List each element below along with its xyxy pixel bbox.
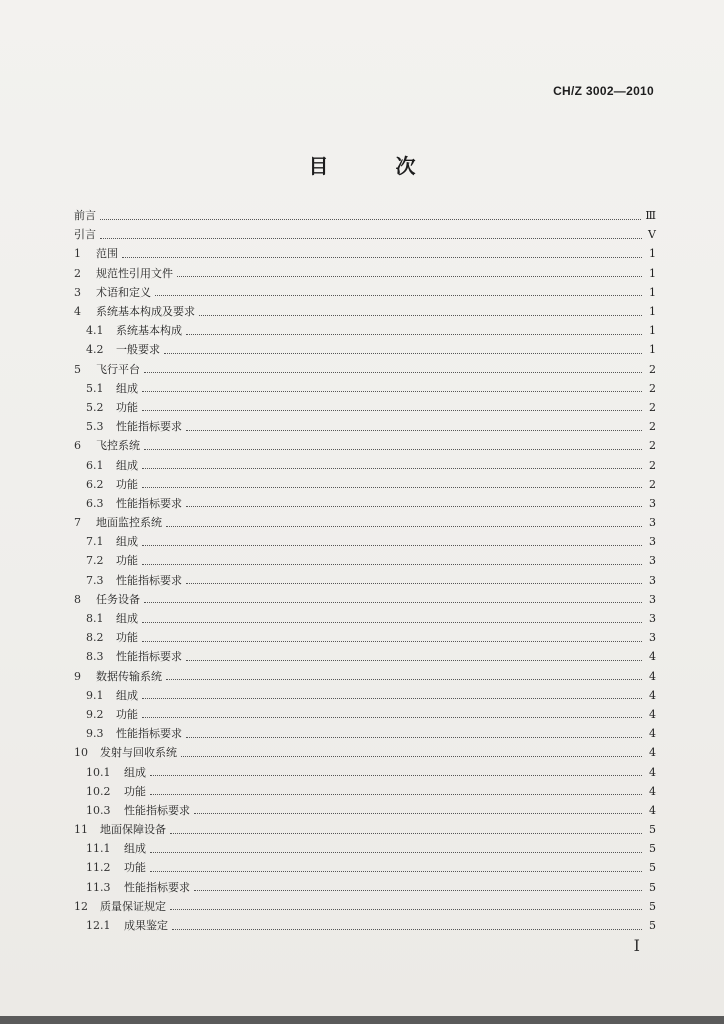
toc-entry-number: 8.2 [86, 631, 104, 645]
dot-leader [100, 218, 641, 220]
toc-entry-page: 3 [649, 631, 656, 645]
toc-entry-page: 4 [649, 765, 656, 779]
dot-leader [199, 314, 642, 316]
dot-leader [142, 467, 642, 469]
toc-entry [74, 379, 656, 398]
toc-entry-label: 术语和定义 [96, 285, 151, 299]
toc-entry-label: 功能 [124, 784, 146, 798]
dot-leader [177, 275, 642, 277]
toc-entry [74, 264, 656, 283]
toc-entry-label: 飞控系统 [96, 439, 140, 453]
toc-entry-number: 2 [74, 266, 81, 280]
dot-leader [186, 736, 642, 738]
dot-leader [142, 486, 642, 488]
toc-entry-number: 11.3 [86, 880, 111, 894]
toc-entry-number: 9 [74, 669, 81, 683]
toc-entry [74, 762, 656, 781]
toc-entry-label: 数据传输系统 [96, 669, 162, 683]
dot-leader [150, 851, 642, 853]
toc-entry-label: 发射与回收系统 [100, 746, 177, 760]
toc-entry-label: 任务设备 [96, 592, 140, 606]
toc-entry [74, 206, 656, 225]
dot-leader [100, 237, 642, 239]
dot-leader [172, 928, 642, 930]
toc-entry-number: 6 [74, 439, 81, 453]
toc-entry [74, 609, 656, 628]
dot-leader [150, 774, 642, 776]
dot-leader [194, 812, 642, 814]
toc-entry-number: 4.2 [86, 343, 104, 357]
toc-entry-label: 规范性引用文件 [96, 266, 173, 280]
toc-entry [74, 244, 656, 263]
dot-leader [186, 333, 642, 335]
toc-entry [74, 551, 656, 570]
toc-entry-label: 组成 [116, 381, 138, 395]
dot-leader [142, 640, 642, 642]
scan-edge [0, 1016, 724, 1024]
toc-entry [74, 532, 656, 551]
toc-entry-number: 5.3 [86, 420, 104, 434]
toc-entry-number: 9.1 [86, 688, 104, 702]
toc-entry-label: 前言 [74, 209, 96, 223]
page-number: I [633, 936, 640, 955]
toc-entry [74, 897, 656, 916]
toc-entry [74, 360, 656, 379]
toc-entry-page: 3 [649, 554, 656, 568]
toc-entry-number: 5 [74, 362, 81, 376]
toc-entry-page: 2 [649, 439, 656, 453]
dot-leader [150, 793, 642, 795]
toc-entry [74, 686, 656, 705]
toc-entry-number: 11 [74, 823, 88, 837]
page-title: 目 次 [308, 154, 446, 178]
toc-entry-page: Ⅴ [648, 228, 656, 242]
toc-entry [74, 225, 656, 244]
toc-entry-label: 性能指标要求 [116, 420, 182, 434]
toc-entry-number: 3 [74, 285, 81, 299]
toc-entry-number: 4.1 [86, 324, 104, 338]
dot-leader [194, 889, 642, 891]
toc-entry-number: 12 [74, 899, 88, 913]
toc-entry-number: 11.2 [86, 861, 111, 875]
toc-entry-page: 3 [649, 535, 656, 549]
toc-entry-label: 性能指标要求 [116, 727, 182, 741]
dot-leader [142, 563, 642, 565]
dot-leader [166, 525, 642, 527]
toc-entry-label: 系统基本构成 [116, 324, 182, 338]
toc-entry [74, 820, 656, 839]
toc-entry-page: 4 [649, 727, 656, 741]
toc-entry-page: 4 [649, 707, 656, 721]
dot-leader [144, 448, 642, 450]
toc-entry-label: 质量保证规定 [100, 899, 166, 913]
toc-entry [74, 590, 656, 609]
toc-entry-page: 2 [649, 420, 656, 434]
toc-entry-label: 地面监控系统 [96, 516, 162, 530]
toc-entry-page: 1 [649, 343, 656, 357]
toc-entry-label: 功能 [116, 554, 138, 568]
toc-entry [74, 455, 656, 474]
dot-leader [122, 256, 642, 258]
toc-entry-number: 8 [74, 592, 81, 606]
toc-entry-label: 功能 [116, 707, 138, 721]
toc-entry [74, 743, 656, 762]
toc-entry-page: 4 [649, 746, 656, 760]
toc-entry-number: 7.3 [86, 573, 104, 587]
toc-entry-page: 1 [649, 324, 656, 338]
toc-entry-number: 7.2 [86, 554, 104, 568]
toc-entry [74, 436, 656, 455]
toc-entry-label: 功能 [116, 631, 138, 645]
dot-leader [144, 601, 642, 603]
toc-entry [74, 475, 656, 494]
toc-entry-label: 组成 [116, 688, 138, 702]
toc-entry-label: 组成 [116, 612, 138, 626]
toc-entry-label: 组成 [124, 842, 146, 856]
toc-entry-number: 11.1 [86, 842, 111, 856]
toc-entry-label: 功能 [124, 861, 146, 875]
toc-entry-label: 系统基本构成及要求 [96, 305, 195, 319]
standard-code: CH/Z 3002—2010 [553, 84, 654, 98]
toc-entry-label: 飞行平台 [96, 362, 140, 376]
toc-entry [74, 705, 656, 724]
toc-entry-label: 性能指标要求 [124, 803, 190, 817]
toc-entry-number: 8.3 [86, 650, 104, 664]
toc-entry-page: 4 [649, 650, 656, 664]
toc-entry-label: 功能 [116, 400, 138, 414]
toc-entry-label: 组成 [124, 765, 146, 779]
table-of-contents [74, 206, 656, 935]
toc-entry [74, 858, 656, 877]
toc-entry-number: 5.1 [86, 381, 104, 395]
dot-leader [164, 352, 642, 354]
toc-entry [74, 628, 656, 647]
toc-entry-number: 1 [74, 247, 81, 261]
toc-entry-number: 12.1 [86, 919, 111, 933]
toc-entry [74, 916, 656, 935]
toc-entry [74, 878, 656, 897]
dot-leader [142, 716, 642, 718]
toc-entry-page: 3 [649, 496, 656, 510]
toc-entry-label: 地面保障设备 [100, 823, 166, 837]
toc-entry-number: 7 [74, 516, 81, 530]
toc-entry-label: 功能 [116, 477, 138, 491]
toc-entry-number: 9.2 [86, 707, 104, 721]
toc-entry-number: 4 [74, 305, 81, 319]
toc-entry [74, 839, 656, 858]
dot-leader [155, 294, 642, 296]
toc-entry-page: 5 [649, 899, 656, 913]
dot-leader [142, 621, 642, 623]
toc-entry-label: 组成 [116, 535, 138, 549]
toc-entry [74, 782, 656, 801]
toc-entry [74, 571, 656, 590]
toc-entry-page: 3 [649, 516, 656, 530]
dot-leader [186, 505, 642, 507]
toc-entry [74, 283, 656, 302]
toc-entry-page: 1 [649, 266, 656, 280]
toc-entry [74, 667, 656, 686]
toc-entry [74, 340, 656, 359]
dot-leader [186, 429, 642, 431]
dot-leader [166, 678, 642, 680]
toc-entry [74, 494, 656, 513]
toc-entry [74, 302, 656, 321]
dot-leader [170, 832, 642, 834]
dot-leader [144, 371, 642, 373]
toc-entry-page: Ⅲ [645, 209, 656, 223]
toc-entry-page: 2 [649, 477, 656, 491]
toc-entry-page: 3 [649, 612, 656, 626]
toc-entry-page: 2 [649, 400, 656, 414]
toc-entry-page: 3 [649, 592, 656, 606]
toc-entry-page: 4 [649, 669, 656, 683]
dot-leader [186, 582, 642, 584]
toc-entry-page: 4 [649, 803, 656, 817]
toc-entry-page: 5 [649, 823, 656, 837]
toc-entry-number: 10.1 [86, 765, 111, 779]
toc-entry-label: 性能指标要求 [116, 496, 182, 510]
toc-entry-number: 10 [74, 746, 88, 760]
toc-entry-page: 5 [649, 861, 656, 875]
toc-entry-page: 1 [649, 285, 656, 299]
toc-entry [74, 417, 656, 436]
toc-entry-page: 2 [649, 362, 656, 376]
toc-entry-page: 2 [649, 381, 656, 395]
toc-entry [74, 321, 656, 340]
toc-entry [74, 398, 656, 417]
toc-entry [74, 801, 656, 820]
toc-entry-label: 性能指标要求 [124, 880, 190, 894]
toc-entry-label: 成果鉴定 [124, 919, 168, 933]
toc-entry-page: 5 [649, 880, 656, 894]
toc-entry [74, 513, 656, 532]
toc-entry-number: 6.2 [86, 477, 104, 491]
toc-entry-page: 4 [649, 784, 656, 798]
dot-leader [142, 697, 642, 699]
toc-entry [74, 647, 656, 666]
toc-entry-label: 性能指标要求 [116, 573, 182, 587]
toc-entry-number: 8.1 [86, 612, 104, 626]
toc-entry-page: 3 [649, 573, 656, 587]
toc-entry-number: 7.1 [86, 535, 104, 549]
toc-entry-label: 一般要求 [116, 343, 160, 357]
toc-entry-number: 6.3 [86, 496, 104, 510]
dot-leader [142, 544, 642, 546]
toc-entry-number: 5.2 [86, 400, 104, 414]
dot-leader [150, 870, 642, 872]
toc-entry-page: 5 [649, 919, 656, 933]
toc-entry [74, 724, 656, 743]
toc-entry-page: 1 [649, 247, 656, 261]
dot-leader [170, 908, 642, 910]
toc-entry-number: 6.1 [86, 458, 104, 472]
toc-entry-page: 1 [649, 305, 656, 319]
dot-leader [142, 409, 642, 411]
toc-entry-number: 10.2 [86, 784, 111, 798]
toc-entry-number: 9.3 [86, 727, 104, 741]
toc-entry-page: 5 [649, 842, 656, 856]
dot-leader [142, 390, 642, 392]
toc-entry-label: 引言 [74, 228, 96, 242]
toc-entry-label: 组成 [116, 458, 138, 472]
toc-entry-number: 10.3 [86, 803, 111, 817]
toc-entry-page: 4 [649, 688, 656, 702]
dot-leader [181, 755, 642, 757]
toc-entry-label: 性能指标要求 [116, 650, 182, 664]
dot-leader [186, 659, 642, 661]
toc-entry-label: 范围 [96, 247, 118, 261]
toc-entry-page: 2 [649, 458, 656, 472]
